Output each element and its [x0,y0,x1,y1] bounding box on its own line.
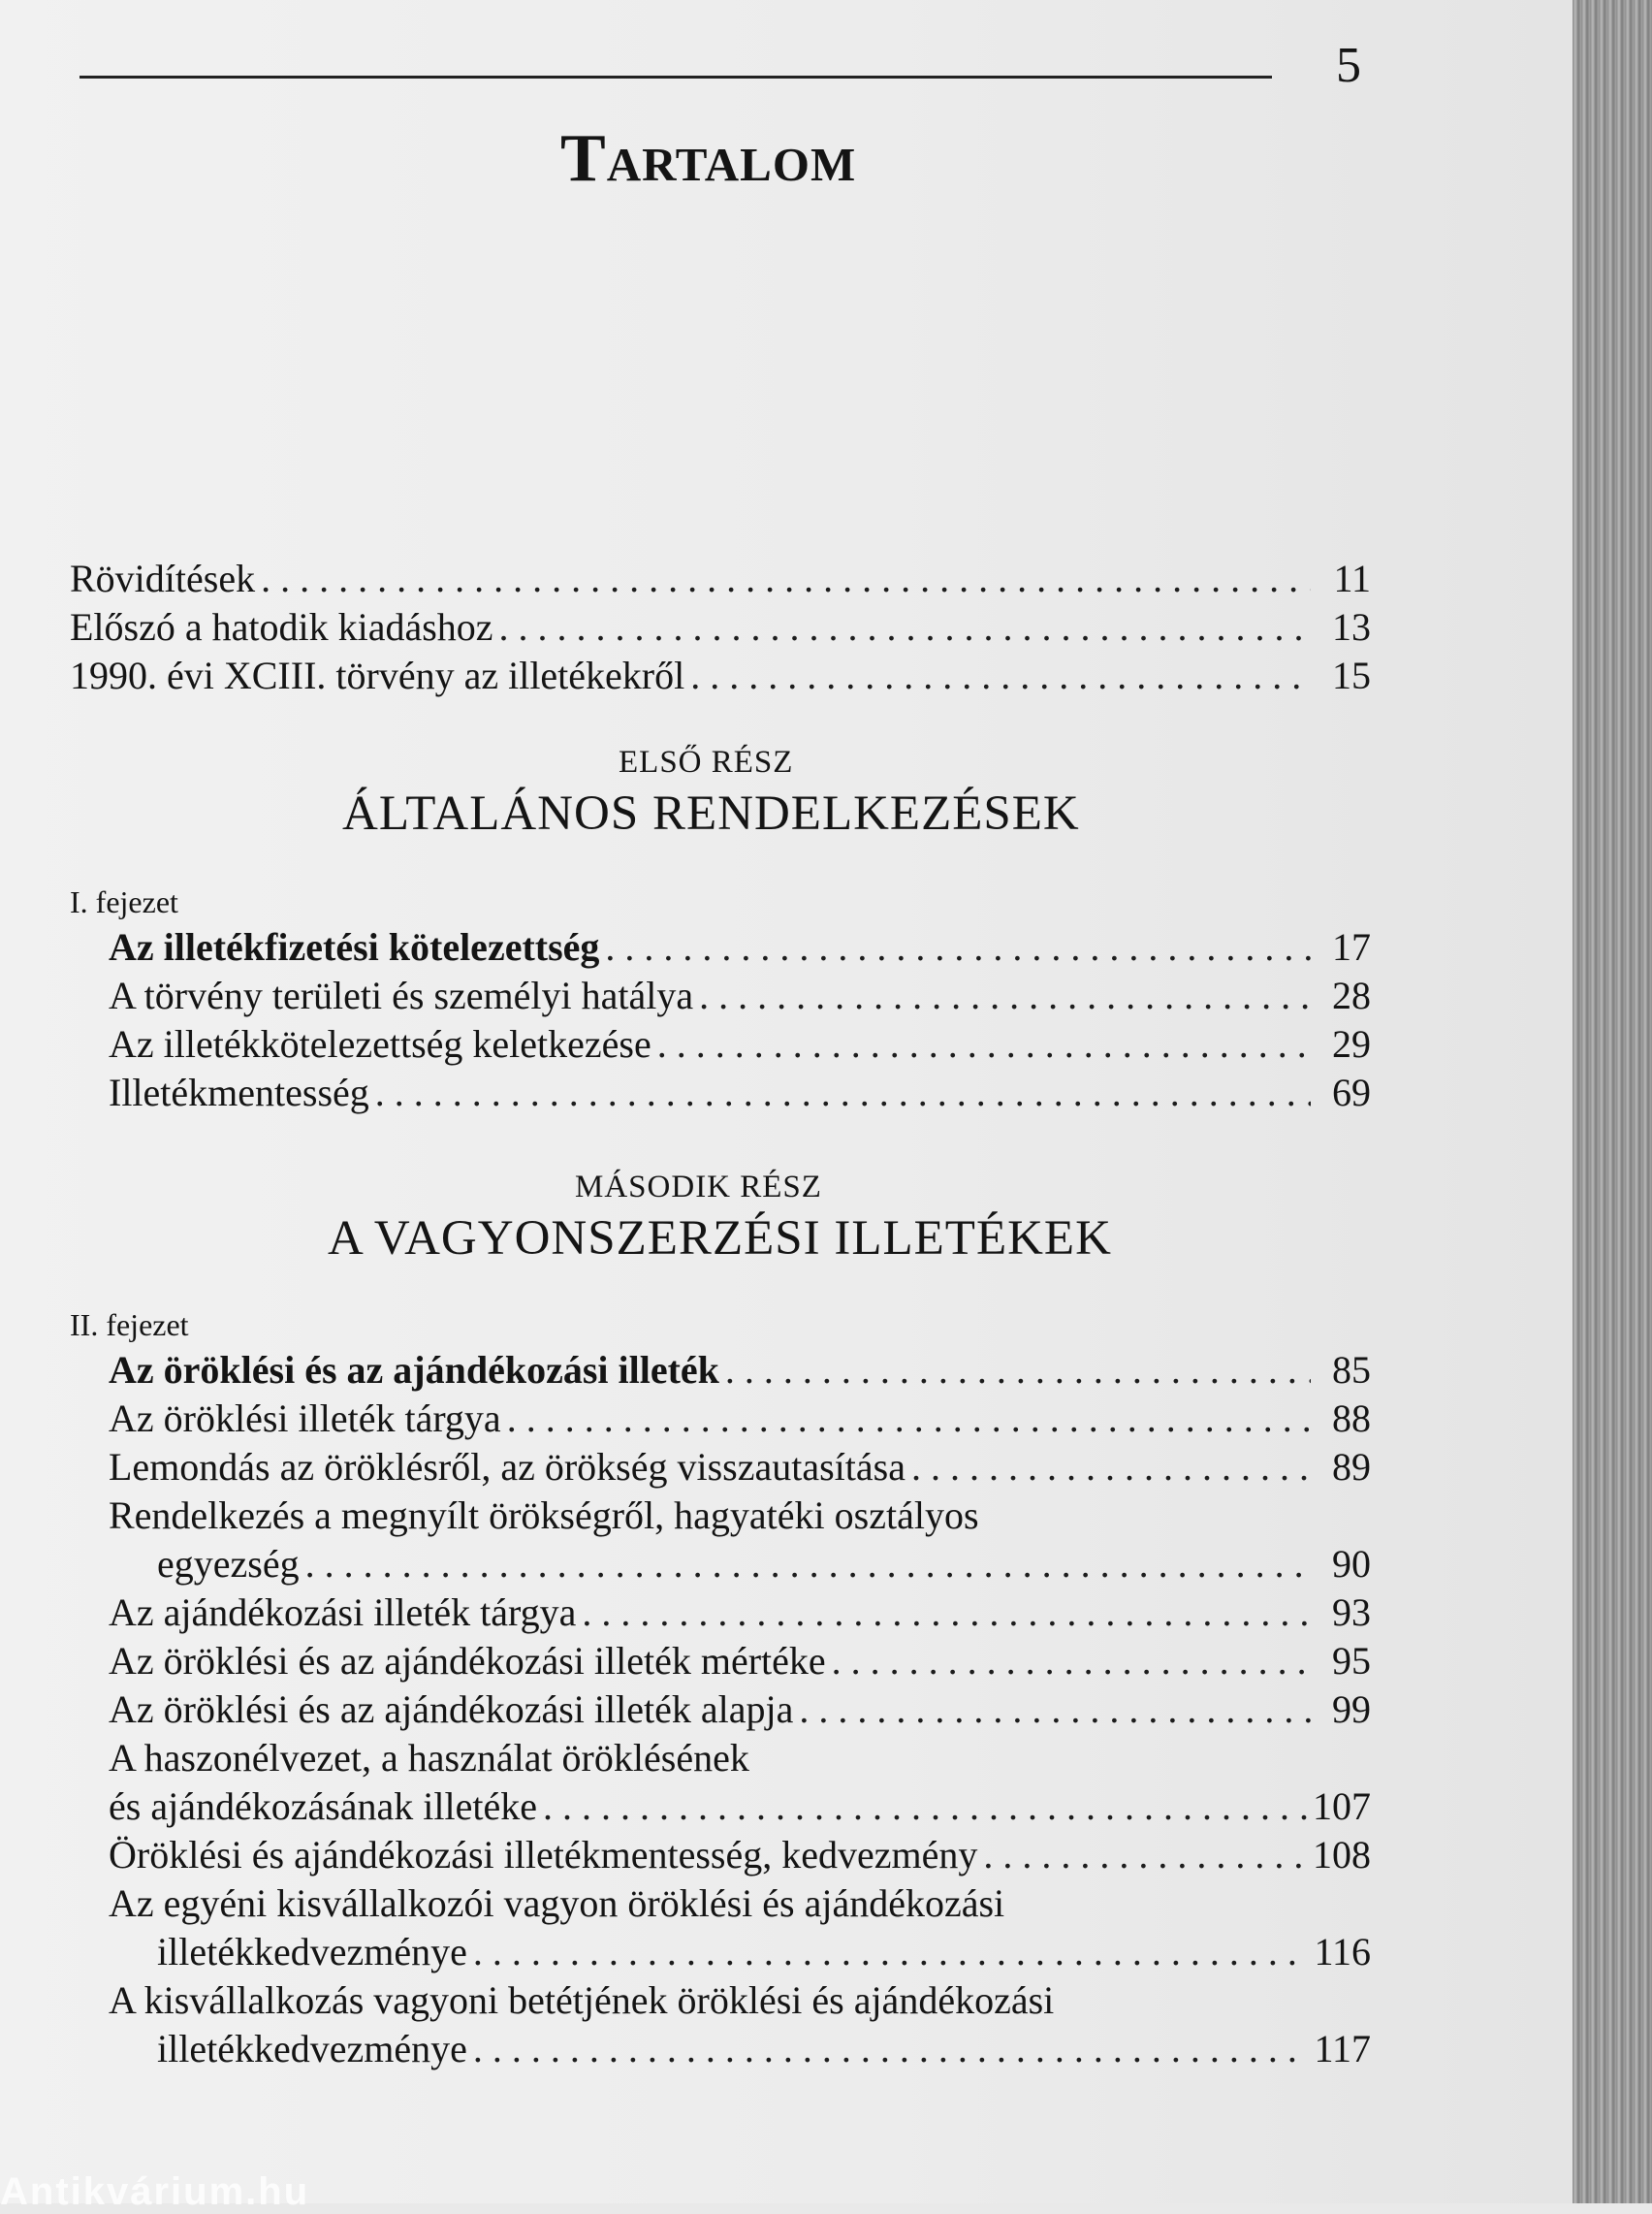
part1-label: ELSŐ RÉSZ [619,745,794,780]
dot-leader [699,972,1311,1020]
entry-page: 107 [1313,1784,1371,1828]
dot-leader [305,1540,1311,1588]
entry-text: Az ajándékozási illeték tárgya [109,1590,577,1634]
entry-text: Az öröklési illeték tárgya [109,1396,501,1440]
dot-leader [375,1069,1311,1117]
entry-text: Az illetékkötelezettség keletkezése [109,1022,651,1066]
dot-leader [499,603,1311,652]
entry-page: 13 [1332,605,1371,649]
toc-entry [109,1020,1371,1069]
entry-page: 69 [1332,1071,1371,1114]
toc-entry [109,1069,1371,1117]
toc-entry [109,1588,1371,1637]
toc-entry-abbreviations [70,555,1371,603]
dot-leader [543,1782,1307,1831]
toc-entry [109,1346,1371,1395]
entry-page: 89 [1332,1445,1371,1489]
entry-text: 1990. évi XCIII. törvény az illetékekről [70,654,685,697]
entry-text: Öröklési és ajándékozási illetékmentesség, kedvezmény [109,1833,978,1877]
entry-page: 99 [1332,1687,1371,1731]
toc-entry [157,1928,1371,1976]
entry-text: A törvény területi és személyi hatálya [109,974,694,1017]
part1-title: ÁLTALÁNOS RENDELKEZÉSEK [342,786,1080,841]
toc-entry [157,1540,1371,1588]
header-rule [79,76,1272,79]
entry-text: Az illetékfizetési kötelezettség [109,925,600,969]
toc-entry-law [70,652,1371,700]
dot-leader [911,1443,1311,1492]
dot-leader [473,2025,1309,2073]
part2-title: A VAGYONSZERZÉSI ILLETÉKEK [328,1211,1112,1266]
toc-entry [109,1782,1371,1831]
part2-label: MÁSODIK RÉSZ [575,1170,822,1204]
toc-entry [109,1443,1371,1492]
entry-text: Az öröklési és az ajándékozási illeték alapja [109,1687,794,1731]
dot-leader [832,1637,1311,1685]
entry-page: 85 [1332,1348,1371,1392]
entry-text: Rövidítések [70,557,256,600]
entry-text: Lemondás az öröklésről, az örökség visszautasítása [109,1445,905,1489]
entry-text: illetékkedvezménye [157,2027,467,2070]
entry-page: 116 [1314,1930,1371,1973]
entry-page: 117 [1314,2027,1371,2070]
dot-leader [983,1831,1307,1879]
dot-leader [799,1685,1311,1734]
toc-entry [109,1685,1371,1734]
dot-leader [261,555,1311,603]
entry-page: 17 [1332,925,1371,969]
dot-leader [690,652,1311,700]
toc-entry [109,1395,1371,1443]
entry-first-line: Az egyéni kisvállalkozói vagyon öröklési és ajándékozási [109,1881,1005,1925]
toc-entry-preface [70,603,1371,652]
dot-leader [507,1395,1311,1443]
entry-page: 15 [1332,654,1371,697]
toc-title: Tartalom [560,121,857,196]
book-page-edges [1573,0,1652,2203]
dot-leader [473,1928,1309,1976]
entry-page: 95 [1332,1639,1371,1683]
watermark: Antikvárium.hu [0,2170,310,2213]
page-number: 5 [1336,38,1361,93]
toc-entry [109,972,1371,1020]
dot-leader [725,1346,1311,1395]
toc-entry [109,923,1371,972]
entry-text: és ajándékozásának illetéke [109,1784,537,1828]
toc-entry [109,1831,1371,1879]
chapter1-label: I. fejezet [70,884,178,919]
entry-first-line: Rendelkezés a megnyílt örökségről, hagyatéki osztályos [109,1493,979,1537]
entry-page: 88 [1332,1396,1371,1440]
entry-text: illetékkedvezménye [157,1930,467,1973]
entry-text: Előszó a hatodik kiadáshoz [70,605,493,649]
entry-text: Az öröklési és az ajándékozási illeték [109,1348,719,1392]
entry-page: 11 [1333,557,1371,600]
dot-leader [605,923,1311,972]
chapter2-label: II. fejezet [70,1307,189,1342]
entry-first-line: A kisvállalkozás vagyoni betétjének öröklési és ajándékozási [109,1978,1055,2022]
entry-text: egyezség [157,1542,300,1586]
entry-page: 28 [1332,974,1371,1017]
entry-page: 108 [1313,1833,1371,1877]
dot-leader [657,1020,1311,1069]
toc-entry [157,2025,1371,2073]
entry-page: 29 [1332,1022,1371,1066]
entry-text: Illetékmentesség [109,1071,369,1114]
entry-page: 90 [1332,1542,1371,1586]
dot-leader [582,1588,1311,1637]
entry-text: Az öröklési és az ajándékozási illeték mértéke [109,1639,826,1683]
entry-page: 93 [1332,1590,1371,1634]
entry-first-line: A haszonélvezet, a használat öröklésének [109,1736,749,1780]
toc-entry [109,1637,1371,1685]
